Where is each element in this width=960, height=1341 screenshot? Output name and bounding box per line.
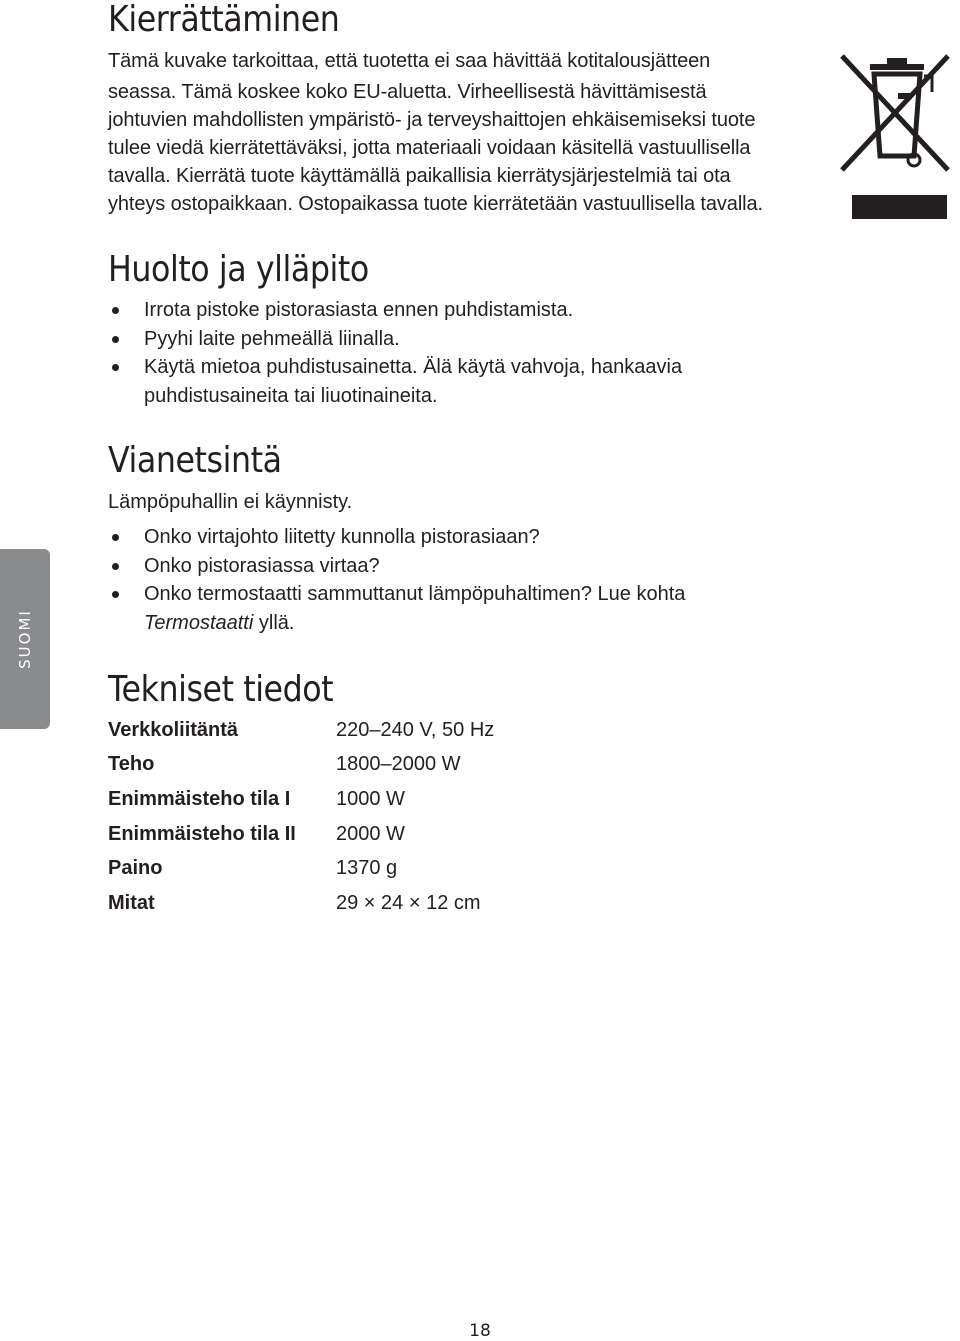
specs-table (108, 713, 494, 921)
spec-label: Teho (108, 753, 155, 776)
bullet-icon (112, 307, 119, 314)
spec-value: 1000 W (336, 787, 405, 810)
table-row (108, 748, 494, 783)
bullet-icon (112, 364, 119, 371)
recycling-line: yhteys ostopaikkaan. Ostopaikassa tuote kierrätetään vastuullisella tavalla. (108, 193, 763, 215)
spec-label: Enimmäisteho tila I (108, 787, 291, 810)
bullet-icon (112, 534, 119, 541)
thermostat-reference: Termostaatti (144, 611, 254, 634)
recycling-line: seassa. Tämä koskee koko EU-aluetta. Virheellisestä hävittämisestä (108, 81, 707, 103)
list-item (108, 325, 682, 354)
troubleshooting-heading: Vianetsintä (108, 440, 282, 481)
list-item (108, 296, 682, 325)
list-item (108, 523, 685, 552)
recycling-line: tavalla. Kierrätä tuote käyttämällä paikallisia kierrätysjärjestelmiä tai ota (108, 165, 731, 187)
list-item-text: Onko pistorasiassa virtaa? (144, 554, 380, 577)
list-item-text: Irrota pistoke pistorasiasta ennen puhdistamista. (144, 299, 574, 321)
language-side-tab (0, 549, 50, 729)
recycling-line: Tämä kuvake tarkoittaa, että tuotetta ei saa hävittää kotitalousjätteen (108, 50, 711, 72)
spec-value: 2000 W (336, 822, 405, 845)
recycling-line: tulee viedä kierrätettäväksi, jotta materiaali voidaan käsitellä vastuullisella (108, 137, 751, 159)
bullet-icon (112, 563, 119, 570)
list-item-text: Pyyhi laite pehmeällä liinalla. (144, 327, 400, 350)
spec-label: Paino (108, 857, 163, 880)
maintenance-heading: Huolto ja ylläpito (108, 249, 369, 290)
list-item (108, 580, 685, 637)
maintenance-list (108, 296, 682, 410)
list-item (108, 552, 685, 581)
table-row (108, 886, 494, 921)
list-item-text (144, 609, 685, 638)
spec-value: 29 × 24 × 12 cm (336, 891, 481, 914)
troubleshooting-list (108, 523, 685, 637)
troubleshooting-intro: Lämpöpuhallin ei käynnisty. (108, 491, 353, 513)
table-row (108, 817, 494, 852)
spec-value: 1370 g (336, 857, 398, 880)
spec-value: 220–240 V, 50 Hz (336, 718, 495, 741)
list-item-text: Käytä mietoa puhdistusainetta. Älä käytä vahvoja, hankaavia (144, 356, 683, 378)
list-item-text: yllä. (258, 611, 295, 634)
list-item (108, 353, 682, 410)
table-row (108, 713, 494, 748)
list-item-text: Onko termostaatti sammuttanut lämpöpuhaltimen? Lue kohta (144, 583, 686, 605)
table-row (108, 782, 494, 817)
page-number: 18 (469, 1321, 491, 1341)
recycling-line: johtuvien mahdollisten ympäristö- ja terveyshaittojen ehkäisemiseksi tuote (108, 109, 756, 131)
spec-label: Enimmäisteho tila II (108, 822, 296, 845)
list-item-text: puhdistusaineita tai liuotinaineita. (144, 384, 438, 407)
spec-label: Mitat (108, 891, 155, 914)
side-tab-label: SUOMI (16, 609, 34, 669)
recycling-paragraph (108, 44, 848, 218)
spec-label: Verkkoliitäntä (108, 718, 239, 741)
crossed-out-wheelie-bin-icon (840, 48, 950, 223)
spec-value: 1800–2000 W (336, 753, 461, 776)
bullet-icon (112, 336, 119, 343)
list-item-text: Onko virtajohto liitetty kunnolla pistorasiaan? (144, 526, 540, 548)
table-row (108, 851, 494, 886)
specs-heading: Tekniset tiedot (108, 669, 334, 710)
bullet-icon (112, 591, 119, 598)
recycling-heading: Kierrättäminen (108, 0, 340, 40)
